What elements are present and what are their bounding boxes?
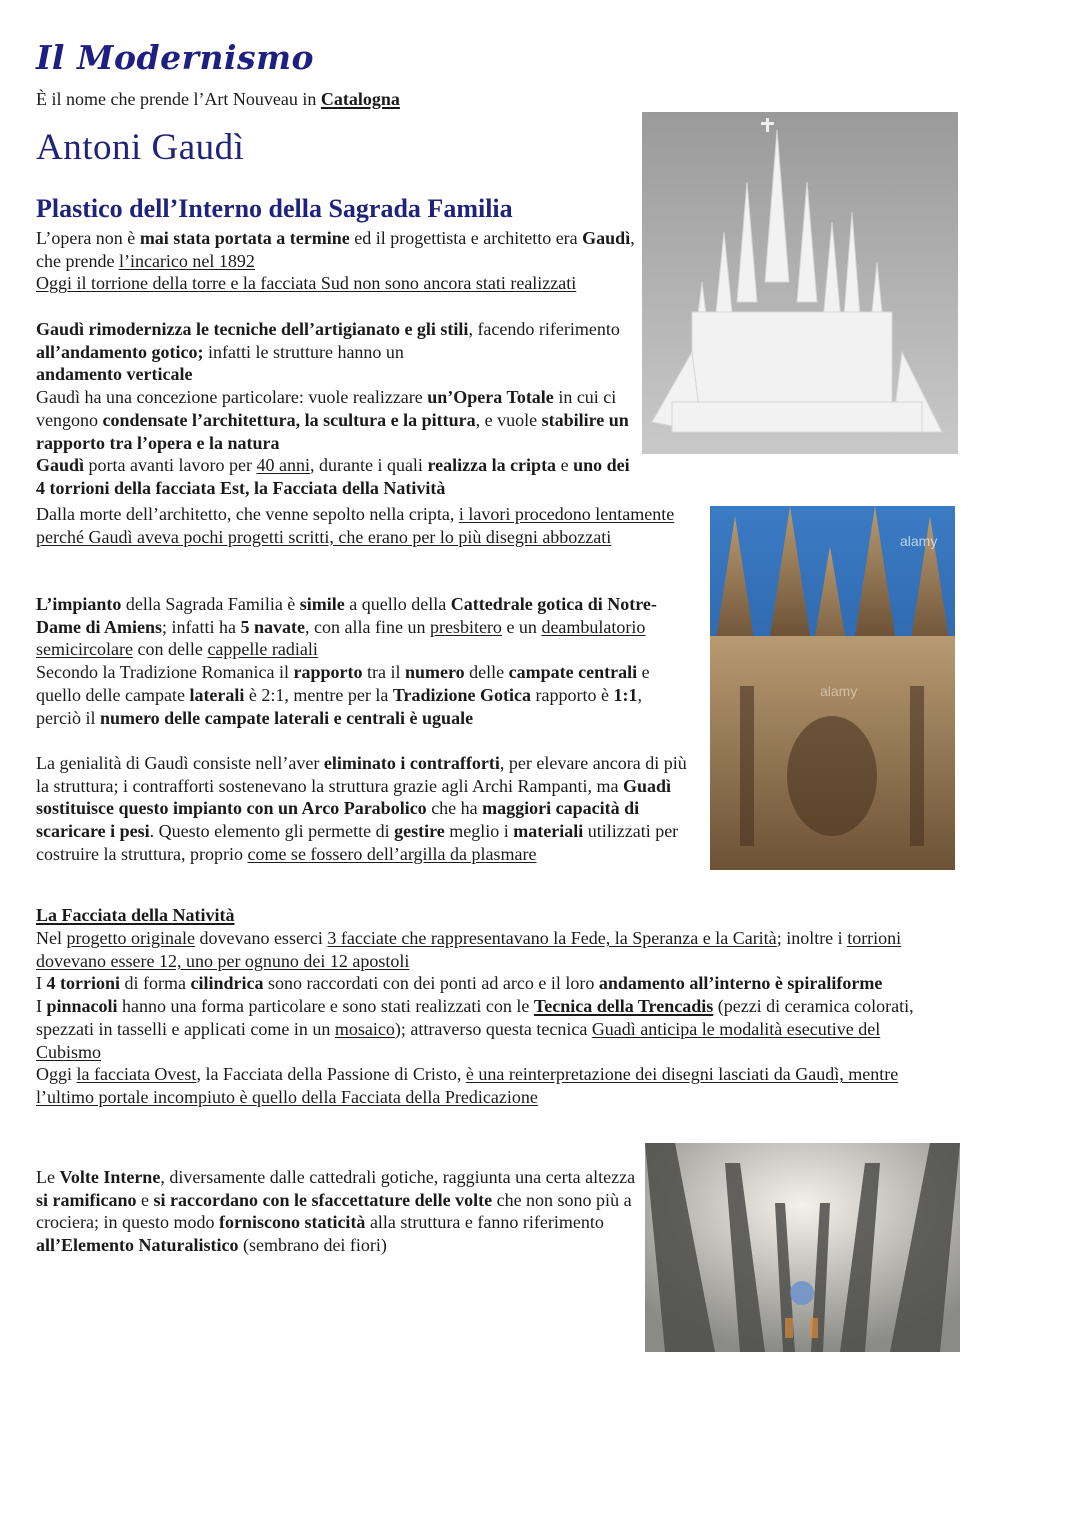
watermark-text-2: alamy [820,683,858,699]
section-subheading: Plastico dell’Interno della Sagrada Familia [36,194,513,223]
subtitle: È il nome che prende l’Art Nouveau in Catalogna [36,89,400,109]
section-heading: Antoni Gaudì [36,127,245,168]
paragraph-impianto: L’impianto della Sagrada Familia è simile a quello della Cattedrale gotica di Notre-Dame di Amiens; infatti ha 5 navate, con alla fine un presbitero e un deambulatorio semicircolare con delle cappelle radiali Secondo la Tradizione Romanica il rapporto tra il numero delle campate centrali e quello delle campate laterali è 2:1, mentre per la Tradizione Gotica rapporto è 1:1, perciò il numero delle campate laterali e centrali è uguale [36,594,657,728]
paragraph-intro: L’opera non è mai stata portata a termine ed il progettista e architetto era Gaudì, che prende l’incarico nel 1892 Oggi il torrione della torre e la facciata Sud non sono ancora stati realizzati [36,228,635,294]
interior-vaults-image [645,1143,960,1352]
watermark-text: alamy [900,533,938,549]
paragraph-gaudi: Gaudì rimodernizza le tecniche dell’artigianato e gli stili, facendo riferimento all’andamento gotico; infatti le strutture hanno un andamento verticale Gaudì ha una concezione particolare: vuole realizzare un’Opera Totale in cui ci vengono condensate l’architettura, la scultura e la pittura, e vuole stabilire un rapporto tra l’opera e la natura Gaudì porta avanti lavoro per 40 anni, durante i quali realizza la cripta e uno dei 4 torrioni della facciata Est, la Facciata della Natività [36,319,630,498]
nativity-facade-image [710,506,955,870]
sagrada-model-image [642,112,958,454]
paragraph-death: Dalla morte dell’architetto, che venne sepolto nella cripta, i lavori procedono lentamente perché Gaudì aveva pochi progetti scritti, che erano per lo più disegni abbozzati [36,504,675,547]
catalogna-link: Catalogna [320,89,400,109]
paragraph-volte: Le Volte Interne, diversamente dalle cattedrali gotiche, raggiunta una certa altezza si ramificano e si raccordano con le sfaccettature delle volte che non sono più a crociera; in questo modo forniscono staticità alla struttura e fanno riferimento all’Elemento Naturalistico (sembrano dei fiori) [36,1167,636,1256]
paragraph-contrafforti: La genialità di Gaudì consiste nell’aver eliminato i contrafforti, per elevare ancora di più la struttura; i contrafforti sostenevano la struttura grazie agli Archi Rampanti, ma Guadì sostituisce questo impianto con un Arco Parabolico che ha maggiori capacità di scaricare i pesi. Questo elemento gli permette di gestire meglio i materiali utilizzati per costruire la struttura, proprio come se fossero dell’argilla da plasmare [36,753,687,864]
nativita-heading: La Facciata della Natività [36,905,235,925]
page-title: Il Modernismo [36,38,314,77]
paragraph-nativita: Nel progetto originale dovevano esserci 3 facciate che rappresentavano la Fede, la Speranza e la Carità; inoltre i torrioni dovevano essere 12, uno per ognuno dei 12 apostoli I 4 torrioni di forma cilindrica sono raccordati con dei ponti ad arco e il loro andamento all’interno è spiraliforme I pinnacoli hanno una forma particolare e sono stati realizzati con le Tecnica della Trencadis (pezzi di ceramica colorati, spezzati in tasselli e applicati come in un mosaico); attraverso questa tecnica Guadì anticipa le modalità esecutive del Cubismo Oggi la facciata Ovest, la Facciata della Passione di Cristo, è una reinterpretazione dei disegni lasciati da Gaudì, mentre l’ultimo portale incompiuto è quello della Facciata della Predicazione [36,928,914,1107]
